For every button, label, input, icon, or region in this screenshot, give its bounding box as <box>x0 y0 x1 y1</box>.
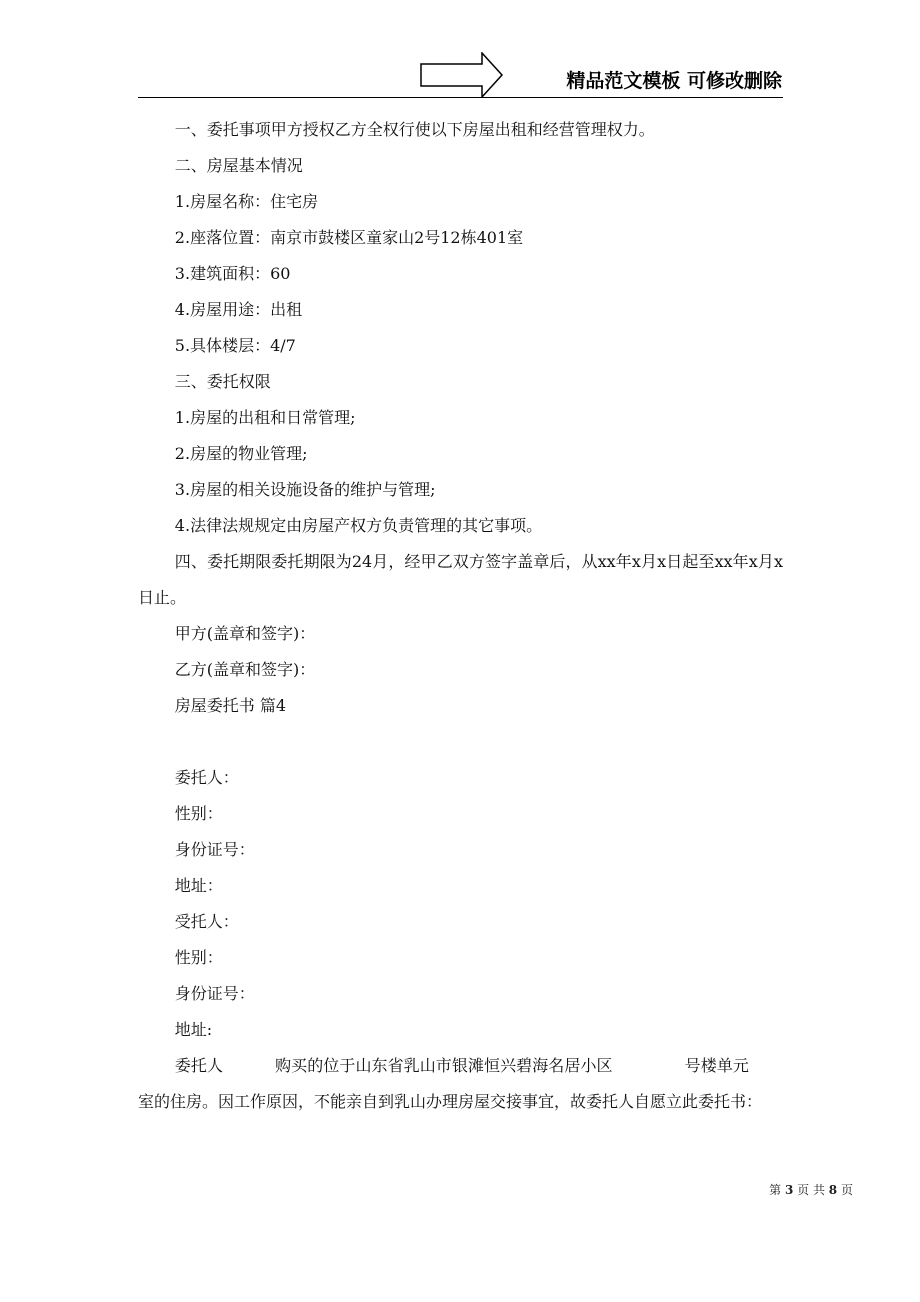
footer-prefix: 第 <box>769 1183 782 1197</box>
arrow-icon <box>420 52 504 98</box>
principal-id-label: 身份证号： <box>174 840 255 859</box>
house-location: 2.座落位置：南京市鼓楼区童家山2号12栋401室 <box>174 228 524 247</box>
house-area: 3.建筑面积：60 <box>174 264 291 283</box>
house-name: 1.房屋名称：住宅房 <box>174 192 319 211</box>
authority-item-2: 2.房屋的物业管理; <box>174 444 308 463</box>
house-use: 4.房屋用途：出租 <box>174 300 303 319</box>
authority-heading: 三、委托权限 <box>174 372 271 391</box>
principal-label: 委托人： <box>174 768 239 787</box>
header-divider <box>138 97 783 98</box>
document-body <box>138 112 783 1120</box>
statement-part-3: 号楼单元 <box>684 1056 749 1075</box>
agent-id-label: 身份证号： <box>174 984 255 1003</box>
statement-part-2: 购买的位于山东省乳山市银滩恒兴碧海名居小区 <box>275 1056 613 1075</box>
total-pages-number: 8 <box>828 1183 838 1197</box>
chapter-title: 房屋委托书 篇4 <box>174 696 287 715</box>
authority-item-3: 3.房屋的相关设施设备的维护与管理; <box>174 480 436 499</box>
house-floor: 5.具体楼层：4/7 <box>174 336 296 355</box>
statement-paragraph <box>138 1048 783 1120</box>
agent-gender-label: 性别： <box>174 948 223 967</box>
agent-label: 受托人： <box>174 912 239 931</box>
term-paragraph: 四、委托期限委托期限为24月，经甲乙双方签字盖章后，从xx年x月x日起至xx年x月x日止。 <box>138 552 783 607</box>
house-info-heading: 二、房屋基本情况 <box>174 156 303 175</box>
blank-line <box>138 724 783 760</box>
header-title: 精品范文模板 可修改删除 <box>566 70 782 92</box>
party-a-signature: 甲方(盖章和签字)： <box>174 624 316 643</box>
authority-item-4: 4.法律法规规定由房屋产权方负责管理的其它事项。 <box>174 516 543 535</box>
agent-address-label: 地址: <box>174 1020 213 1039</box>
authority-item-1: 1.房屋的出租和日常管理; <box>174 408 356 427</box>
statement-part-4: 室的住房。因工作原因，不能亲自到乳山办理房屋交接事宜，故委托人自愿立此委托书： <box>138 1092 763 1111</box>
page-footer <box>769 1181 853 1198</box>
footer-suffix: 页 <box>840 1183 853 1197</box>
statement-part-1: 委托人 <box>174 1056 224 1075</box>
entrust-items-paragraph: 一、委托事项甲方授权乙方全权行使以下房屋出租和经营管理权力。 <box>174 120 655 139</box>
current-page-number: 3 <box>784 1183 794 1197</box>
principal-address-label: 地址： <box>174 876 223 895</box>
footer-middle: 页 共 <box>797 1183 825 1197</box>
party-b-signature: 乙方(盖章和签字)： <box>174 660 316 679</box>
principal-gender-label: 性别： <box>174 804 223 823</box>
